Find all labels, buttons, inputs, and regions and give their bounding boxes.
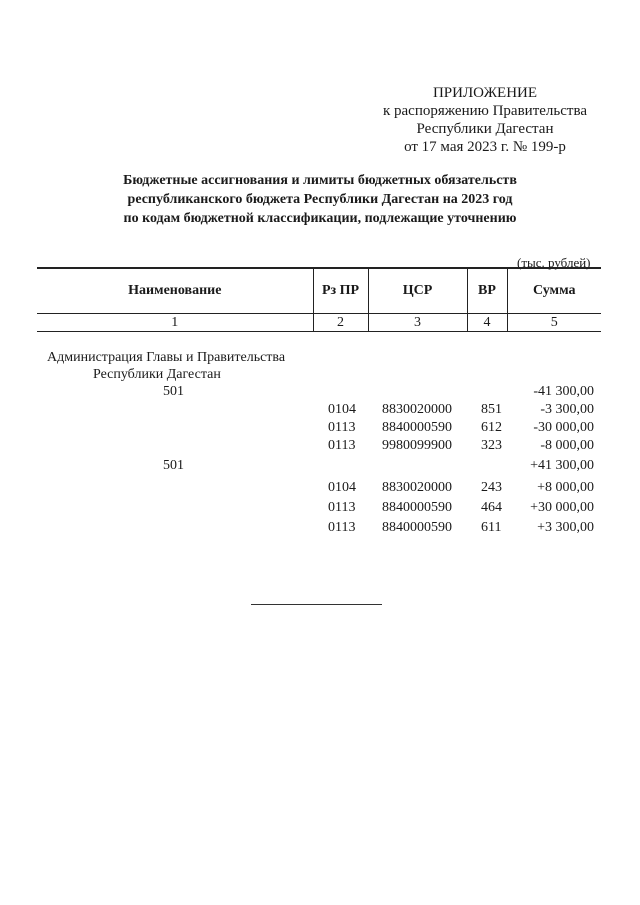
row-csr: 8840000590 [382, 500, 452, 515]
organization-line-1: Администрация Главы и Правительства [47, 350, 286, 365]
col-number-2: 2 [313, 314, 368, 332]
row-vr: 851 [481, 402, 502, 417]
row-vr: 611 [481, 520, 502, 535]
row-csr: 8830020000 [382, 402, 452, 417]
col-header-sum: Сумма [507, 268, 601, 314]
signature-divider [251, 604, 382, 605]
organization-name [47, 349, 285, 383]
row-group: 501 [163, 384, 184, 399]
row-rz-pr: 0113 [328, 420, 356, 435]
table-row [0, 499, 640, 517]
row-rz-pr: 0104 [328, 402, 356, 417]
column-number-row [37, 314, 601, 332]
organization-line-2: Республики Дагестан [93, 367, 221, 382]
row-rz-pr: 0113 [328, 520, 356, 535]
table-row [0, 419, 640, 437]
row-vr: 612 [481, 420, 502, 435]
row-sum: +30 000,00 [530, 500, 594, 515]
row-sum: +3 300,00 [537, 520, 594, 535]
header-row [37, 268, 601, 314]
table-row [0, 479, 640, 497]
row-csr: 8840000590 [382, 420, 452, 435]
table-row [0, 401, 640, 419]
appendix-date-number: от 17 мая 2023 г. № 199-р [404, 139, 566, 155]
col-header-name: Наименование [37, 268, 313, 314]
units-label: (тыс. рублей) [517, 255, 591, 270]
row-rz-pr: 0104 [328, 480, 356, 495]
table-header [37, 267, 601, 332]
title-line-2: республиканского бюджета Республики Дагестан на 2023 год [127, 192, 513, 207]
row-rz-pr: 0113 [328, 500, 356, 515]
appendix-block [330, 84, 640, 156]
title-line-3: по кодам бюджетной классификации, подлежащие уточнению [123, 211, 517, 226]
col-number-5: 5 [507, 314, 601, 332]
document-title [40, 171, 600, 228]
table-row [0, 519, 640, 537]
table-row [0, 457, 640, 475]
row-vr: 323 [481, 438, 502, 453]
row-sum: -41 300,00 [533, 384, 594, 399]
row-sum: +8 000,00 [537, 480, 594, 495]
row-sum: +41 300,00 [530, 458, 594, 473]
appendix-republic: Республики Дагестан [416, 121, 554, 137]
row-sum: -8 000,00 [540, 438, 594, 453]
appendix-heading: ПРИЛОЖЕНИЕ [432, 85, 538, 101]
row-rz-pr: 0113 [328, 438, 356, 453]
table-row [0, 383, 640, 401]
appendix-to-order: к распоряжению Правительства [382, 103, 587, 119]
row-group: 501 [163, 458, 184, 473]
col-header-vr: ВР [467, 268, 507, 314]
row-csr: 8830020000 [382, 480, 452, 495]
row-vr: 243 [481, 480, 502, 495]
row-sum: -3 300,00 [540, 402, 594, 417]
title-line-1: Бюджетные ассигнования и лимиты бюджетных обязательств [123, 173, 517, 188]
row-csr: 9980099900 [382, 438, 452, 453]
col-number-1: 1 [37, 314, 313, 332]
col-number-3: 3 [368, 314, 467, 332]
col-number-4: 4 [467, 314, 507, 332]
row-csr: 8840000590 [382, 520, 452, 535]
col-header-rz-pr: Рз ПР [313, 268, 368, 314]
col-header-csr: ЦСР [368, 268, 467, 314]
row-vr: 464 [481, 500, 502, 515]
table-row [0, 437, 640, 455]
row-sum: -30 000,00 [533, 420, 594, 435]
